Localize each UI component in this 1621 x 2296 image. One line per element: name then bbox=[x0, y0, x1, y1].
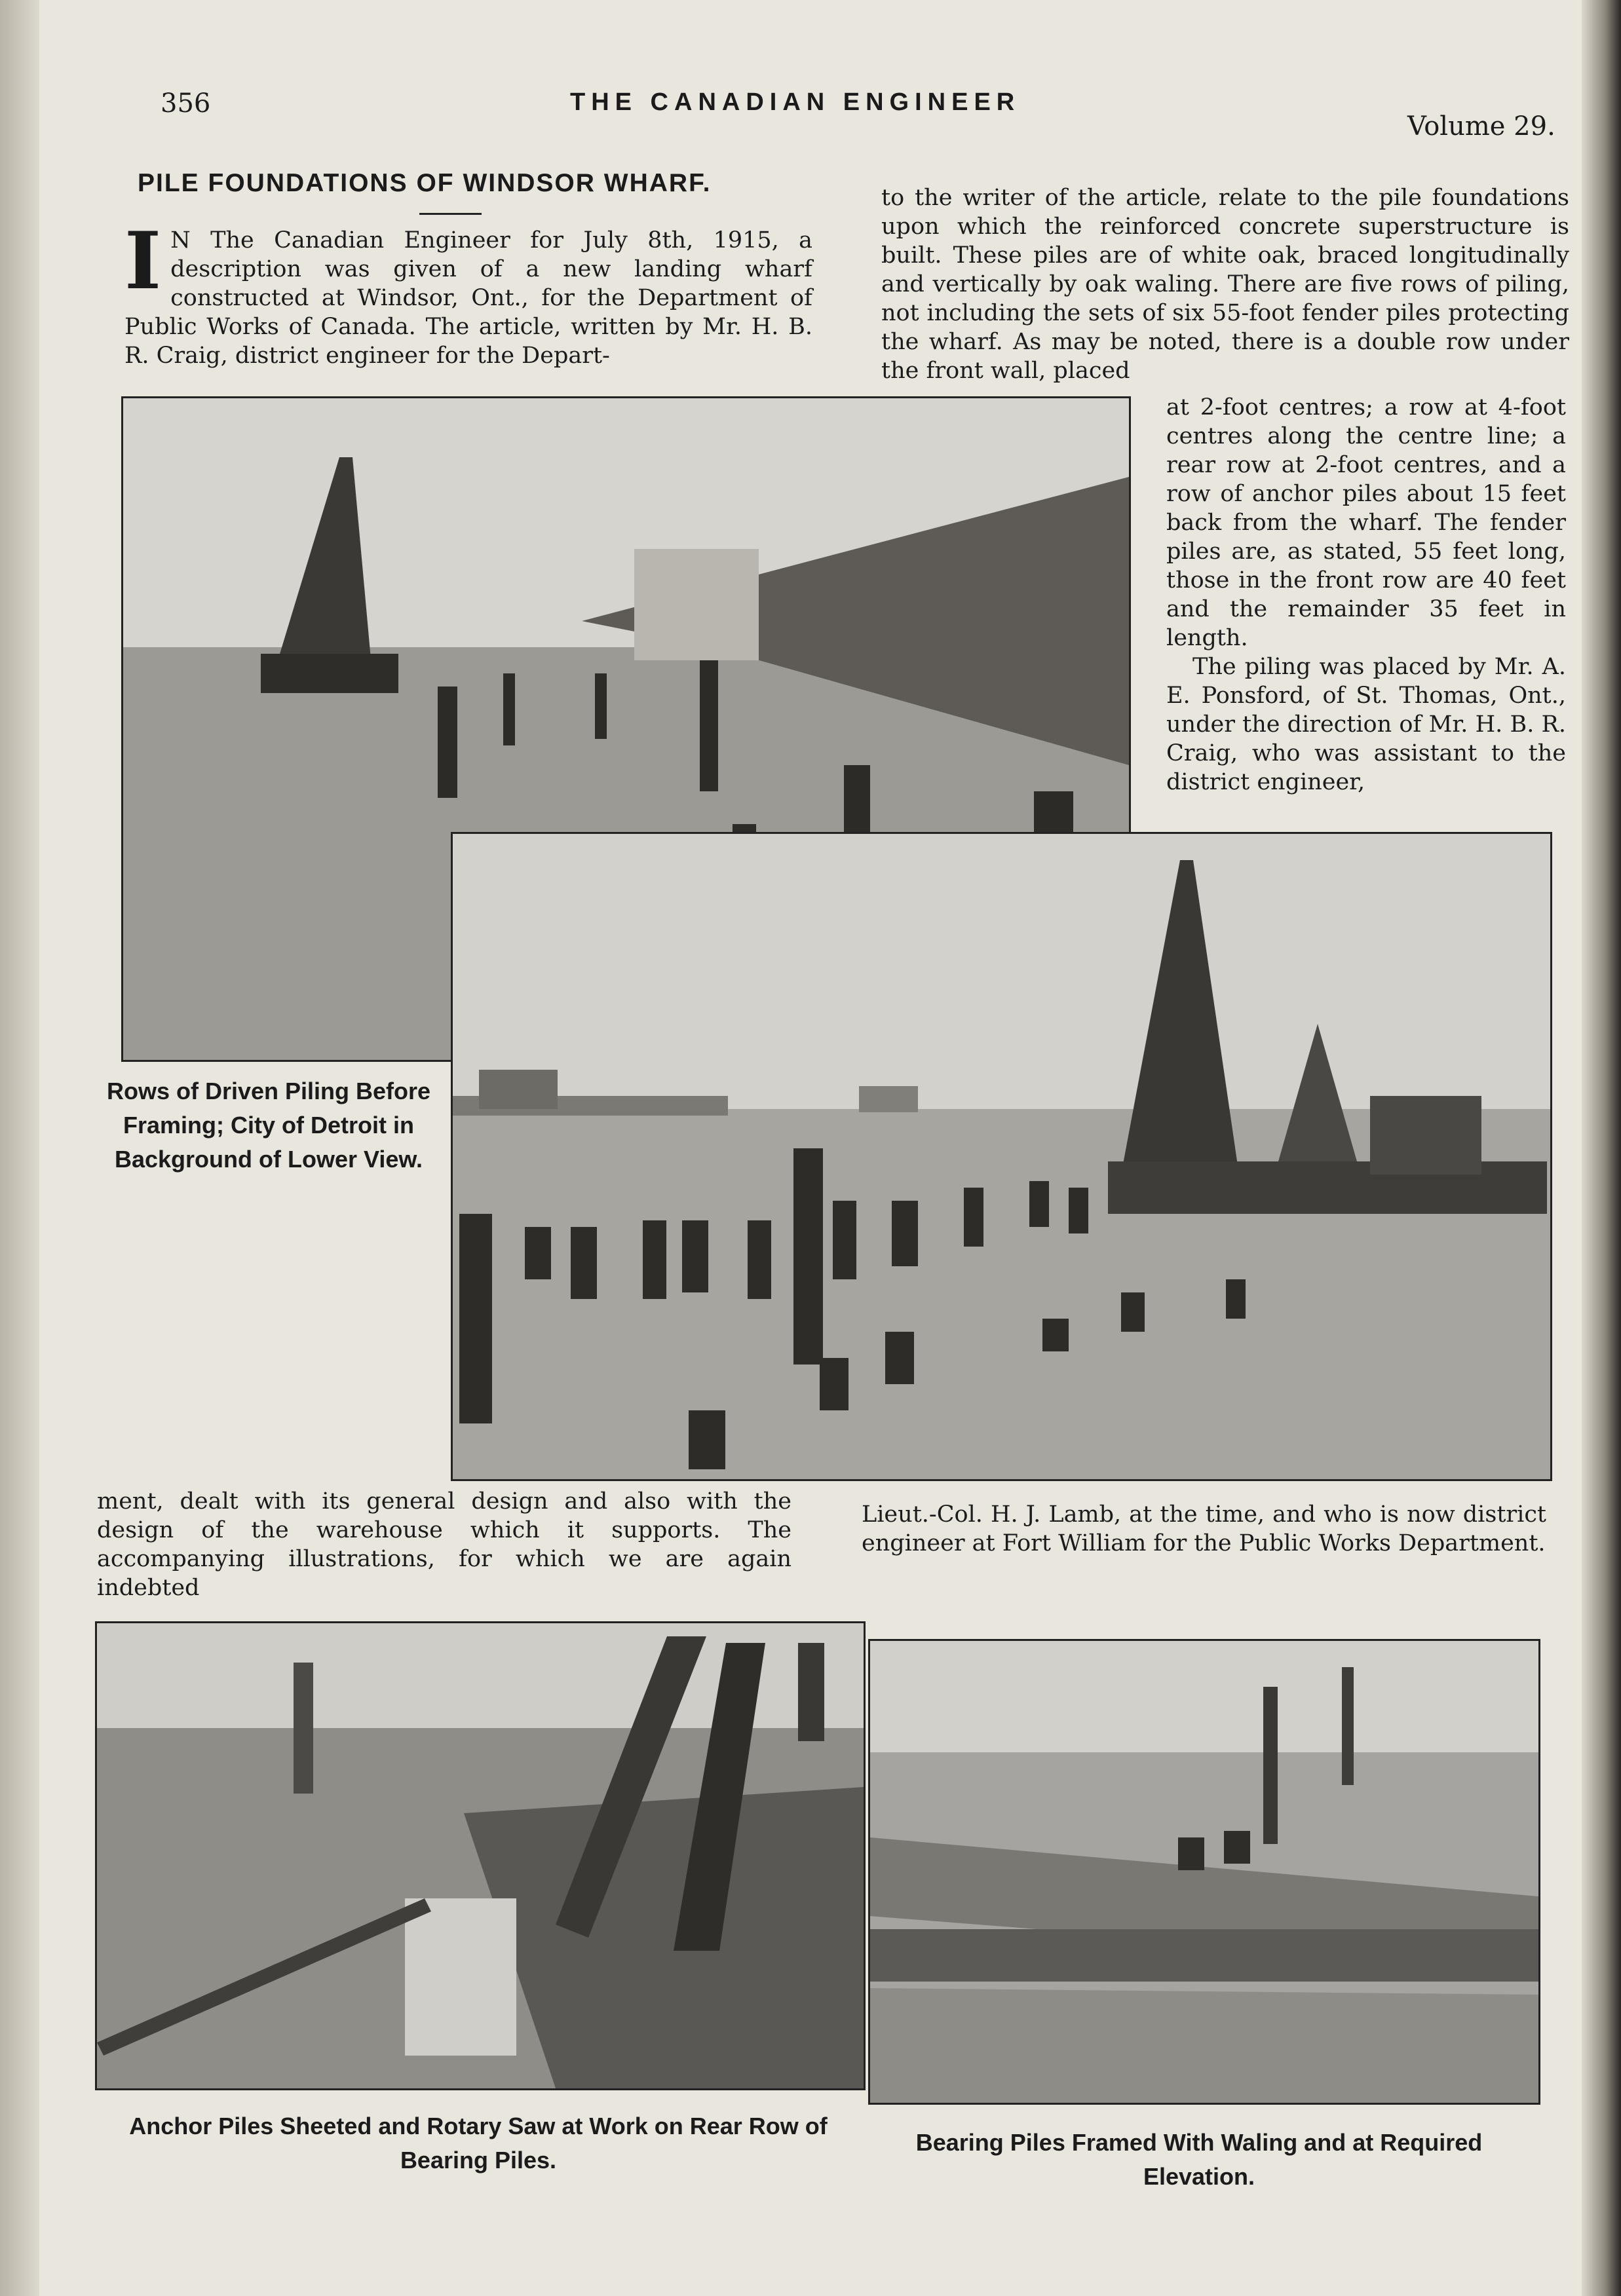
col2-bottom-text: Lieut.-Col. H. J. Lamb, at the time, and who is now district engineer at Fort William for the Public Works Department. bbox=[862, 1501, 1546, 1556]
page-number: 356 bbox=[161, 88, 211, 119]
col1-bottom-text: ment, dealt with its general design and also with the design of the warehouse which it supports. The accompanying illustrations, for which we are again indebted bbox=[97, 1488, 791, 1601]
intro-paragraph bbox=[124, 215, 812, 370]
article-title: PILE FOUNDATIONS OF WINDSOR WHARF. bbox=[138, 169, 712, 197]
col2-narrow-text bbox=[1166, 393, 1566, 797]
photo-anchor-piles bbox=[95, 1621, 866, 2090]
caption-bearing-piles: Bearing Piles Framed With Waling and at Required Elevation. bbox=[915, 2129, 1483, 2190]
volume-label: Volume 29. bbox=[1407, 111, 1555, 141]
drop-cap: I bbox=[124, 215, 162, 307]
col2-narrow-para1: at 2-foot centres; a row at 4-foot centres along the centre line; a rear row at 2-foot centres, and a row of anchor piles about 15 feet back from the wharf. The fender piles are, as stated, 55 feet long, those in the front row are 40 feet and the remainder 35 feet in length. bbox=[1166, 394, 1566, 651]
title-rule bbox=[419, 213, 482, 215]
journal-title: THE CANADIAN ENGINEER bbox=[570, 88, 1021, 116]
intro-text: N The Canadian Engineer for July 8th, 1915, a description was given of a new landing wharf constructed at Windsor, Ont., for the Department of Public Works of Canada. The article, written by Mr. H. B. R. Craig, district engineer for the Depart- bbox=[124, 227, 812, 369]
photo-bearing-piles bbox=[868, 1639, 1540, 2105]
photo-rows-of-piling-lower bbox=[451, 832, 1552, 1481]
page-right-edge bbox=[1582, 0, 1621, 2296]
page-left-edge bbox=[0, 0, 39, 2296]
caption-anchor-piles: Anchor Piles Sheeted and Rotary Saw at Work on Rear Row of Bearing Piles. bbox=[129, 2113, 828, 2174]
caption-rows-of-piling: Rows of Driven Piling Before Framing; City of Detroit in Background of Lower View. bbox=[106, 1078, 431, 1173]
col2-narrow-para2: The piling was placed by Mr. A. E. Ponsford, of St. Thomas, Ont., under the direction of Mr. H. B. R. Craig, who was assistant to the district engineer, bbox=[1166, 654, 1566, 795]
col2-top-text: to the writer of the article, relate to the pile foundations upon which the reinforced concrete superstructure is built. These piles are of white oak, braced longitudinally and vertically by oak waling. There are five rows of piling, not including the sets of six 55-foot fender piles protecting the wharf. As may be noted, there is a double row under the front wall, placed bbox=[881, 185, 1569, 384]
